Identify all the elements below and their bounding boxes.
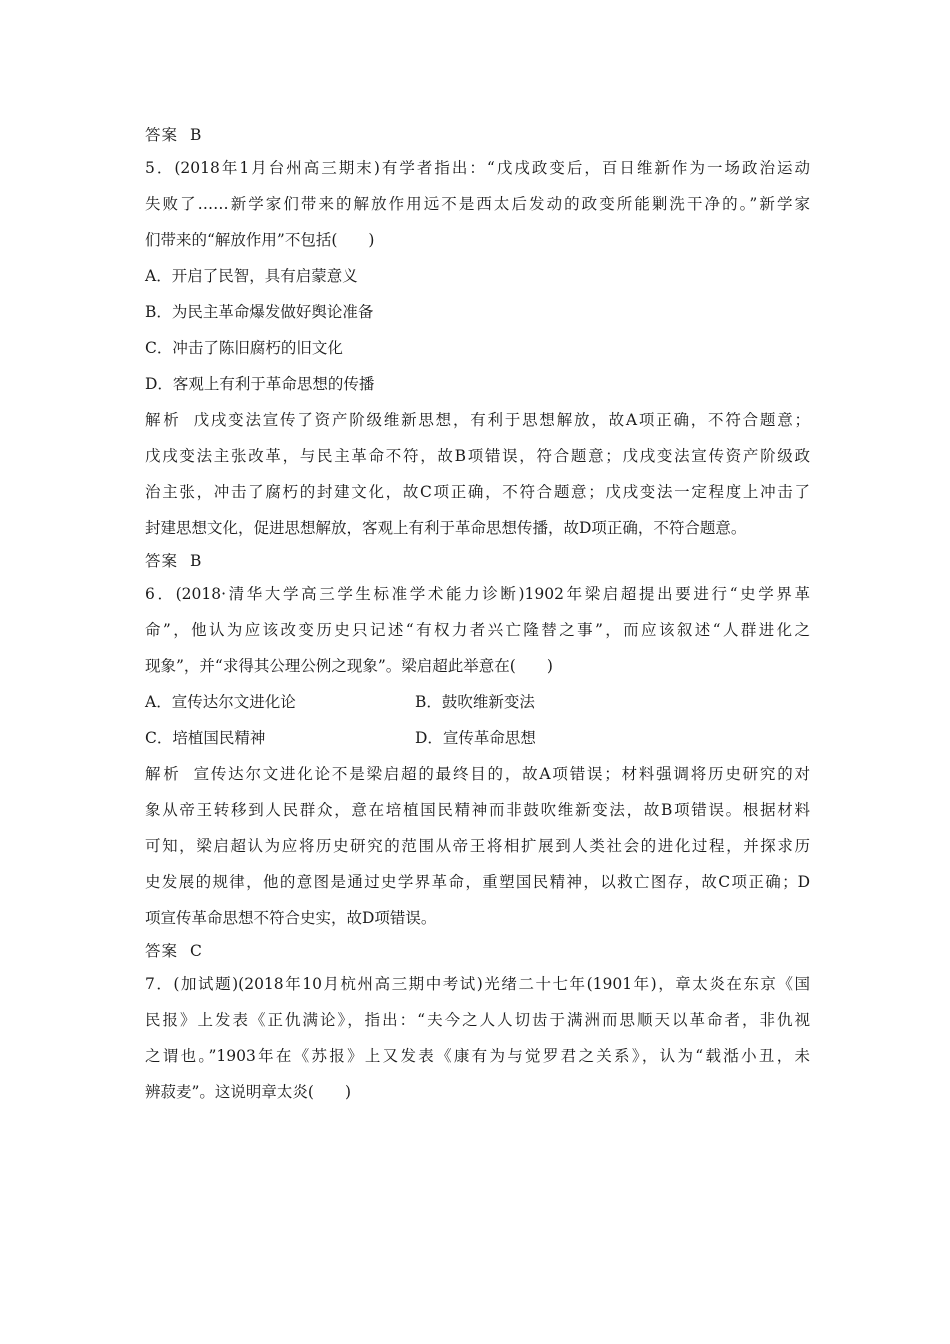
option-a: A．宣传达尔文进化论 xyxy=(145,693,296,711)
question-5 xyxy=(145,150,810,576)
document-page xyxy=(145,120,810,1110)
answer-value: C xyxy=(190,942,202,960)
question-text-line: 之谓也。”1903年在《苏报》上又发表《康有为与觉罗君之关系》，认为“载湉小丑，未 xyxy=(145,1047,810,1065)
answer-label: 答案 xyxy=(145,126,179,144)
question-text-line: 6．(2018·清华大学高三学生标准学术能力诊断)1902年梁启超提出要进行“史学界革 xyxy=(145,585,810,603)
option-d: D．宣传革命思想 xyxy=(415,729,536,747)
options-row xyxy=(145,720,810,756)
question-text-line: 7．(加试题)(2018年10月杭州高三期中考试)光绪二十七年(1901年)，章太炎在东京《国 xyxy=(145,975,810,993)
analysis-line: 封建思想文化，促进思想解放，客观上有利于革命思想传播，故D项正确，不符合题意。 xyxy=(145,519,747,537)
question-text-line: 们带来的“解放作用”不包括( ) xyxy=(145,231,375,249)
analysis-line: 可知，梁启超认为应将历史研究的范围从帝王将相扩展到人类社会的进化过程，并探求历 xyxy=(145,837,810,855)
analysis-text: 戊戌变法宣传了资产阶级维新思想，有利于思想解放，故A项正确，不符合题意； xyxy=(193,411,810,429)
question-7 xyxy=(145,966,810,1110)
option-d: D．客观上有利于革命思想的传播 xyxy=(145,375,375,393)
question-text-line: 民报》上发表《正仇满论》，指出：“夫今之人人切齿于满洲而思顺天以革命者，非仇视 xyxy=(145,1011,810,1029)
analysis-line: 象从帝王转移到人民群众，意在培植国民精神而非鼓吹维新变法，故B项错误。根据材料 xyxy=(145,801,810,819)
analysis-line: 史发展的规律，他的意图是通过史学界革命，重塑国民精神，以救亡图存，故C项正确；D xyxy=(145,873,810,891)
question-text-line: 5．(2018年1月台州高三期末)有学者指出：“戊戌政变后，百日维新作为一场政治运动 xyxy=(145,159,810,177)
option-b: B．为民主革命爆发做好舆论准备 xyxy=(145,303,374,321)
option-c: C．培植国民精神 xyxy=(145,729,266,747)
analysis-line: 戊戌变法主张改革，与民主革命不符，故B项错误，符合题意；戊戌变法宣传资产阶级政 xyxy=(145,447,810,465)
analysis-line xyxy=(145,756,810,792)
analysis-label: 解析 xyxy=(145,765,182,783)
answer-value: B xyxy=(190,126,202,144)
option-b: B．鼓吹维新变法 xyxy=(415,693,535,711)
analysis-text: 宣传达尔文进化论不是梁启超的最终目的，故A项错误；材料强调将历史研究的对 xyxy=(193,765,810,783)
answer-line xyxy=(145,546,810,576)
option-c: C．冲击了陈旧腐朽的旧文化 xyxy=(145,339,343,357)
answer-label: 答案 xyxy=(145,942,179,960)
options-row xyxy=(145,684,810,720)
answer-label: 答案 xyxy=(145,552,179,570)
question-6 xyxy=(145,576,810,966)
option-a: A．开启了民智，具有启蒙意义 xyxy=(145,267,358,285)
analysis-line: 项宣传革命思想不符合史实，故D项错误。 xyxy=(145,909,437,927)
answer-line xyxy=(145,936,810,966)
question-text-line: 失败了……新学家们带来的解放作用远不是西太后发动的政变所能剿洗干净的。”新学家 xyxy=(145,195,810,213)
question-text-line: 命”，他认为应该改变历史只记述“有权力者兴亡隆替之事”，而应该叙述“人群进化之 xyxy=(145,621,810,639)
analysis-line: 治主张，冲击了腐朽的封建文化，故C项正确，不符合题意；戊戌变法一定程度上冲击了 xyxy=(145,483,810,501)
analysis-line xyxy=(145,402,810,438)
answer-line xyxy=(145,120,810,150)
question-text-line: 现象”，并“求得其公理公例之现象”。梁启超此举意在( ) xyxy=(145,657,553,675)
analysis-label: 解析 xyxy=(145,411,182,429)
answer-value: B xyxy=(190,552,202,570)
question-text-line: 辨菽麦”。这说明章太炎( ) xyxy=(145,1083,352,1101)
